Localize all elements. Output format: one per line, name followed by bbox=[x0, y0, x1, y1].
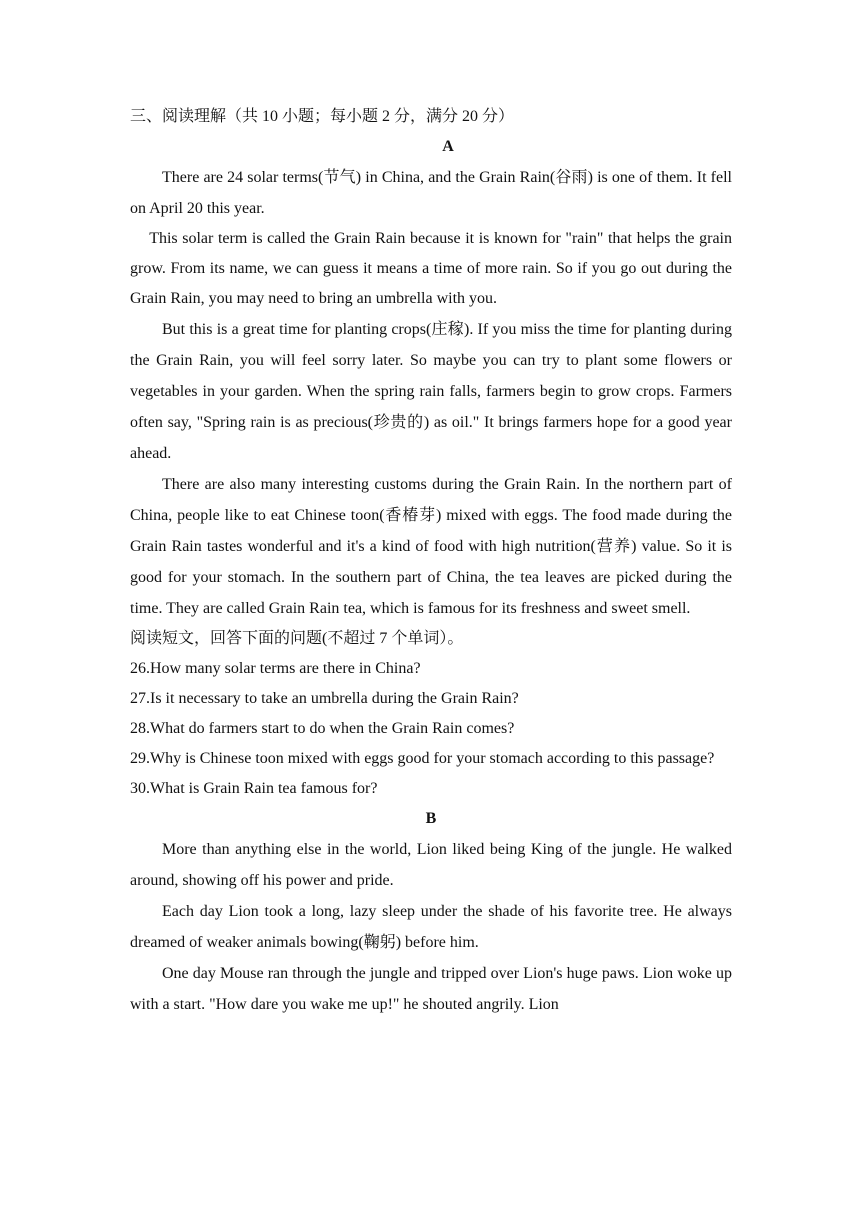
question-28: 28.What do farmers start to do when the Grain Rain comes? bbox=[130, 720, 515, 737]
passage-a-paragraph-4: There are also many interesting customs during the Grain Rain. In the northern part of China, people like to eat Chinese toon(香椿芽) mixed with eggs. The food made during the Grain Rain tastes wonderful and it's a kind of food with high nutrition(营养) value. So it is good for your stomach. In the southern part of China, the tea leaves are picked during the time. They are called Grain Rain tea, which is famous for its freshness and sweet smell. bbox=[130, 476, 732, 617]
question-30: 30.What is Grain Rain tea famous for? bbox=[130, 780, 378, 797]
question-27: 27.Is it necessary to take an umbrella during the Grain Rain? bbox=[130, 690, 519, 707]
passage-b-paragraph-3: One day Mouse ran through the jungle and tripped over Lion's huge paws. Lion woke up with a start. "How dare you wake me up!" he shouted angrily. Lion bbox=[130, 965, 732, 1013]
passage-b-paragraph-2: Each day Lion took a long, lazy sleep under the shade of his favorite tree. He always dreamed of weaker animals bowing(鞠躬) before him. bbox=[130, 903, 732, 951]
instruction: 阅读短文，回答下面的问题(不超过 7 个单词）。 bbox=[130, 630, 464, 647]
passage-a-label: A bbox=[442, 138, 454, 155]
section-heading: 三、阅读理解（共 10 小题；每小题 2 分，满分 20 分） bbox=[130, 108, 515, 125]
passage-a-paragraph-2: This solar term is called the Grain Rain because it is known for "rain" that helps the grain grow. From its name, we can guess it means a time of more rain. So if you go out during the Grain Rain, you may need to bring an umbrella with you. bbox=[130, 230, 732, 307]
exam-page bbox=[130, 102, 732, 1020]
passage-a-paragraph-1: There are 24 solar terms(节气) in China, and the Grain Rain(谷雨) is one of them. It fell on April 20 this year. bbox=[130, 169, 732, 217]
question-26: 26.How many solar terms are there in China? bbox=[130, 660, 421, 677]
question-29: 29.Why is Chinese toon mixed with eggs good for your stomach according to this passage? bbox=[130, 750, 715, 767]
passage-a-paragraph-3: But this is a great time for planting crops(庄稼). If you miss the time for planting during the Grain Rain, you will feel sorry later. So maybe you can try to plant some flowers or vegetables in your garden. When the spring rain falls, farmers begin to grow crops. Farmers often say, "Spring rain is as precious(珍贵的) as oil." It brings farmers hope for a good year ahead. bbox=[130, 321, 732, 462]
passage-b-label: B bbox=[425, 810, 437, 827]
passage-b-paragraph-1: More than anything else in the world, Lion liked being King of the jungle. He walked around, showing off his power and pride. bbox=[130, 841, 732, 889]
